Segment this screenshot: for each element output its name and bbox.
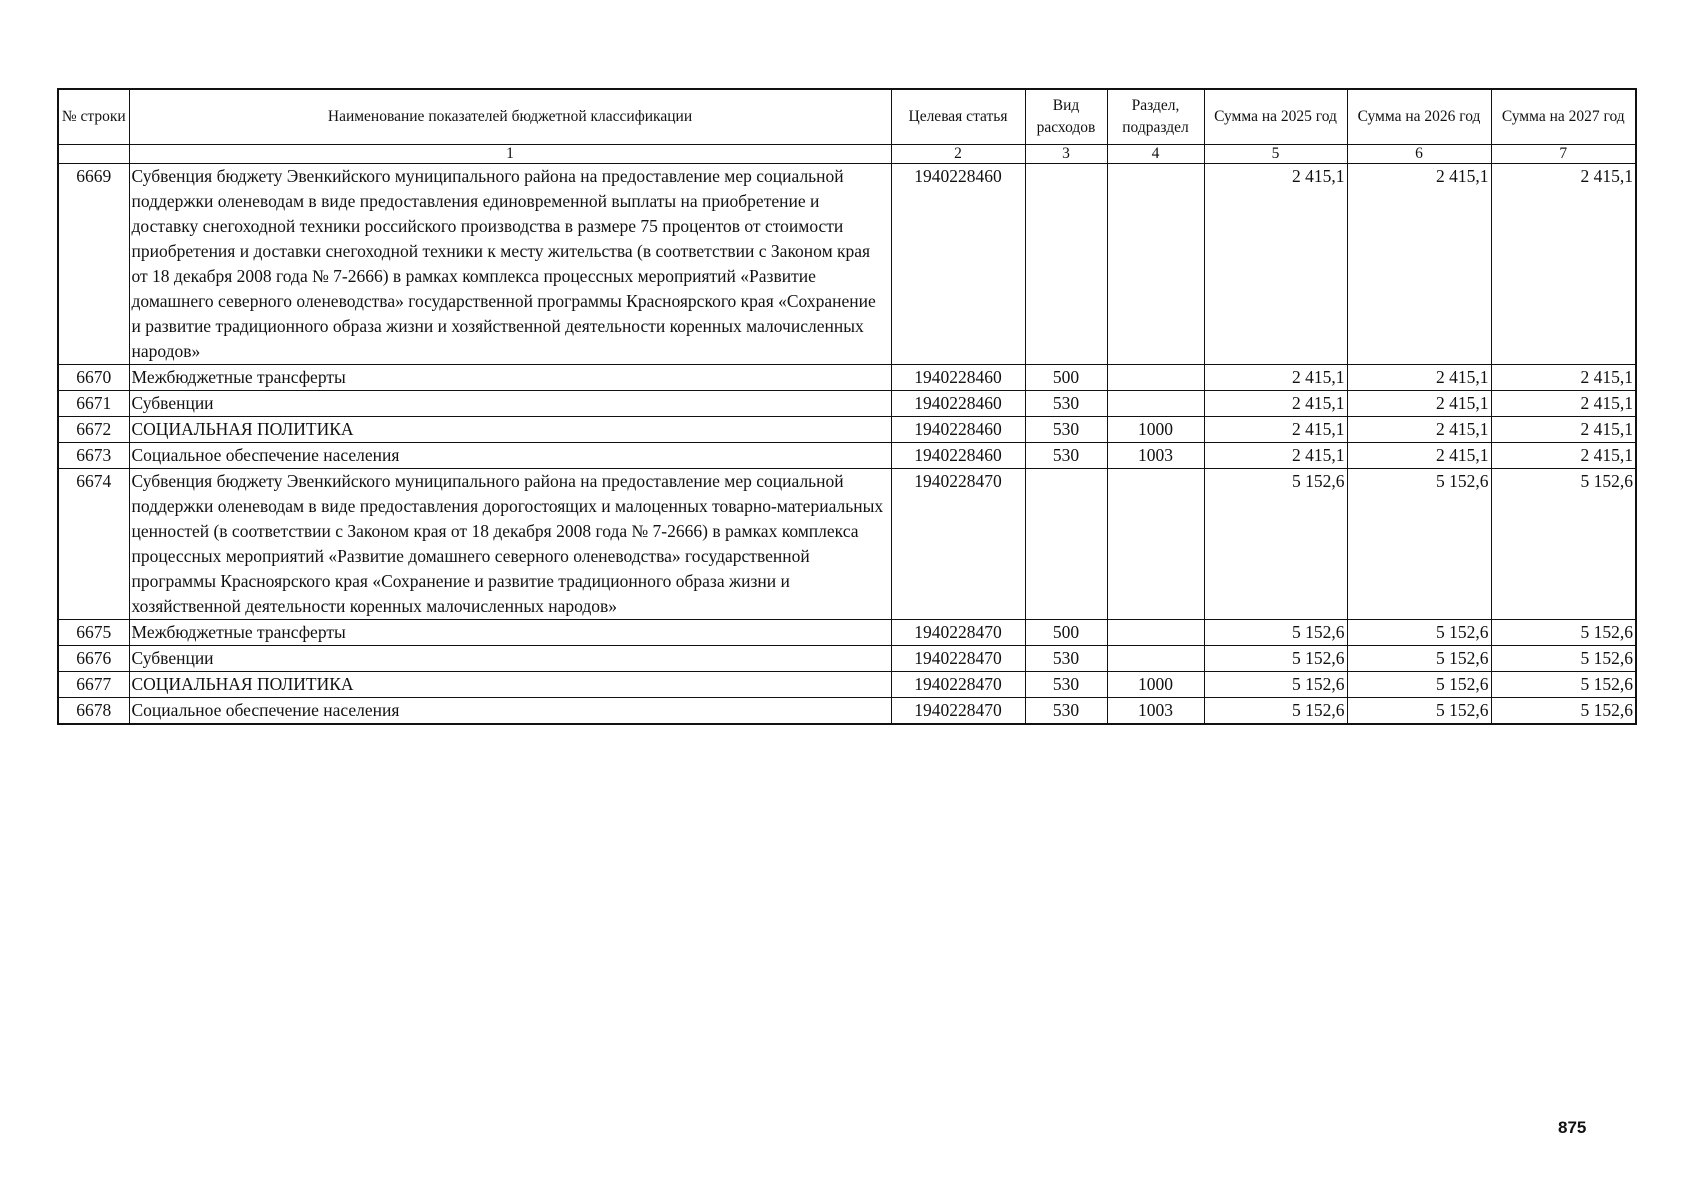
sum-2025: 2 415,1 — [1204, 391, 1347, 417]
expense-type: 500 — [1025, 365, 1107, 391]
indicator-name: Субвенции — [129, 646, 891, 672]
sum-2027: 5 152,6 — [1491, 620, 1636, 646]
sum-2025: 2 415,1 — [1204, 164, 1347, 365]
section — [1107, 646, 1204, 672]
header-expense-type: Вид расходов — [1025, 89, 1107, 145]
row-number: 6674 — [58, 469, 129, 620]
row-number: 6672 — [58, 417, 129, 443]
sum-2026: 5 152,6 — [1347, 672, 1491, 698]
table-row — [58, 164, 1636, 365]
target-article: 1940228460 — [891, 391, 1025, 417]
column-number: 2 — [891, 145, 1025, 164]
target-article: 1940228470 — [891, 646, 1025, 672]
section: 1000 — [1107, 672, 1204, 698]
table-row — [58, 469, 1636, 620]
table-row — [58, 365, 1636, 391]
column-number: 6 — [1347, 145, 1491, 164]
sum-2026: 5 152,6 — [1347, 620, 1491, 646]
row-number: 6670 — [58, 365, 129, 391]
expense-type: 530 — [1025, 391, 1107, 417]
target-article: 1940228460 — [891, 417, 1025, 443]
section — [1107, 469, 1204, 620]
section — [1107, 391, 1204, 417]
target-article: 1940228470 — [891, 469, 1025, 620]
sum-2025: 5 152,6 — [1204, 620, 1347, 646]
table-row — [58, 646, 1636, 672]
expense-type: 530 — [1025, 698, 1107, 725]
expense-type: 530 — [1025, 672, 1107, 698]
sum-2025: 5 152,6 — [1204, 672, 1347, 698]
header-section: Раздел, подраздел — [1107, 89, 1204, 145]
sum-2026: 5 152,6 — [1347, 646, 1491, 672]
sum-2027: 2 415,1 — [1491, 365, 1636, 391]
column-number-row — [58, 145, 1636, 164]
section — [1107, 164, 1204, 365]
sum-2026: 2 415,1 — [1347, 391, 1491, 417]
row-number: 6669 — [58, 164, 129, 365]
indicator-name: Субвенция бюджету Эвенкийского муниципального района на предоставление мер социальной поддержки оленеводам в виде предоставления единовременной выплаты на приобретение и доставку снегоходной техники российского производства в размере 75 процентов от стоимости приобретения и доставки снегоходной техники к месту жительства (в соответствии с Законом края от 18 декабря 2008 года № 7-2666) в рамках комплекса процессных мероприятий «Развитие домашнего северного оленеводства» государственной программы Красноярского края «Сохранение и развитие традиционного образа жизни и хозяйственной деятельности коренных малочисленных народов» — [129, 164, 891, 365]
sum-2026: 2 415,1 — [1347, 417, 1491, 443]
column-number: 7 — [1491, 145, 1636, 164]
sum-2026: 5 152,6 — [1347, 469, 1491, 620]
sum-2027: 2 415,1 — [1491, 417, 1636, 443]
row-number: 6671 — [58, 391, 129, 417]
expense-type: 530 — [1025, 646, 1107, 672]
section — [1107, 365, 1204, 391]
sum-2025: 2 415,1 — [1204, 417, 1347, 443]
target-article: 1940228470 — [891, 698, 1025, 725]
expense-type — [1025, 469, 1107, 620]
header-indicator-name: Наименование показателей бюджетной классификации — [129, 89, 891, 145]
section — [1107, 620, 1204, 646]
sum-2027: 2 415,1 — [1491, 391, 1636, 417]
table-row — [58, 620, 1636, 646]
sum-2027: 5 152,6 — [1491, 646, 1636, 672]
sum-2025: 2 415,1 — [1204, 365, 1347, 391]
target-article: 1940228470 — [891, 620, 1025, 646]
sum-2027: 5 152,6 — [1491, 698, 1636, 725]
indicator-name: Субвенции — [129, 391, 891, 417]
column-number — [58, 145, 129, 164]
header-row-number: № строки — [58, 89, 129, 145]
indicator-name: Социальное обеспечение населения — [129, 698, 891, 725]
target-article: 1940228460 — [891, 365, 1025, 391]
header-sum-2026: Сумма на 2026 год — [1347, 89, 1491, 145]
page-number: 875 — [1558, 1118, 1587, 1137]
sum-2027: 2 415,1 — [1491, 443, 1636, 469]
header-sum-2025: Сумма на 2025 год — [1204, 89, 1347, 145]
sum-2026: 2 415,1 — [1347, 164, 1491, 365]
section: 1000 — [1107, 417, 1204, 443]
sum-2026: 5 152,6 — [1347, 698, 1491, 725]
table-row — [58, 391, 1636, 417]
expense-type: 530 — [1025, 443, 1107, 469]
sum-2025: 5 152,6 — [1204, 646, 1347, 672]
row-number: 6677 — [58, 672, 129, 698]
sum-2025: 2 415,1 — [1204, 443, 1347, 469]
column-number: 1 — [129, 145, 891, 164]
sum-2025: 5 152,6 — [1204, 469, 1347, 620]
table-row — [58, 443, 1636, 469]
table-row — [58, 672, 1636, 698]
indicator-name: Межбюджетные трансферты — [129, 365, 891, 391]
expense-type: 500 — [1025, 620, 1107, 646]
table-body — [58, 164, 1636, 725]
section: 1003 — [1107, 698, 1204, 725]
section: 1003 — [1107, 443, 1204, 469]
row-number: 6675 — [58, 620, 129, 646]
sum-2025: 5 152,6 — [1204, 698, 1347, 725]
header-sum-2027: Сумма на 2027 год — [1491, 89, 1636, 145]
row-number: 6673 — [58, 443, 129, 469]
header-row — [58, 89, 1636, 145]
table-row — [58, 417, 1636, 443]
row-number: 6678 — [58, 698, 129, 725]
row-number: 6676 — [58, 646, 129, 672]
column-number: 3 — [1025, 145, 1107, 164]
indicator-name: Субвенция бюджету Эвенкийского муниципального района на предоставление мер социальной поддержки оленеводам в виде предоставления дорогостоящих и малоценных товарно-материальных ценностей (в соответствии с Законом края от 18 декабря 2008 года № 7-2666) в рамках комплекса процессных мероприятий «Развитие домашнего северного оленеводства» государственной программы Красноярского края «Сохранение и развитие традиционного образа жизни и хозяйственной деятельности коренных малочисленных народов» — [129, 469, 891, 620]
header-target-article: Целевая статья — [891, 89, 1025, 145]
sum-2027: 2 415,1 — [1491, 164, 1636, 365]
budget-classification-table — [57, 88, 1637, 725]
sum-2026: 2 415,1 — [1347, 365, 1491, 391]
column-number: 4 — [1107, 145, 1204, 164]
expense-type — [1025, 164, 1107, 365]
table-row — [58, 698, 1636, 725]
indicator-name: Социальное обеспечение населения — [129, 443, 891, 469]
indicator-name: СОЦИАЛЬНАЯ ПОЛИТИКА — [129, 672, 891, 698]
target-article: 1940228470 — [891, 672, 1025, 698]
column-number: 5 — [1204, 145, 1347, 164]
indicator-name: Межбюджетные трансферты — [129, 620, 891, 646]
target-article: 1940228460 — [891, 164, 1025, 365]
sum-2027: 5 152,6 — [1491, 469, 1636, 620]
indicator-name: СОЦИАЛЬНАЯ ПОЛИТИКА — [129, 417, 891, 443]
expense-type: 530 — [1025, 417, 1107, 443]
sum-2026: 2 415,1 — [1347, 443, 1491, 469]
sum-2027: 5 152,6 — [1491, 672, 1636, 698]
target-article: 1940228460 — [891, 443, 1025, 469]
